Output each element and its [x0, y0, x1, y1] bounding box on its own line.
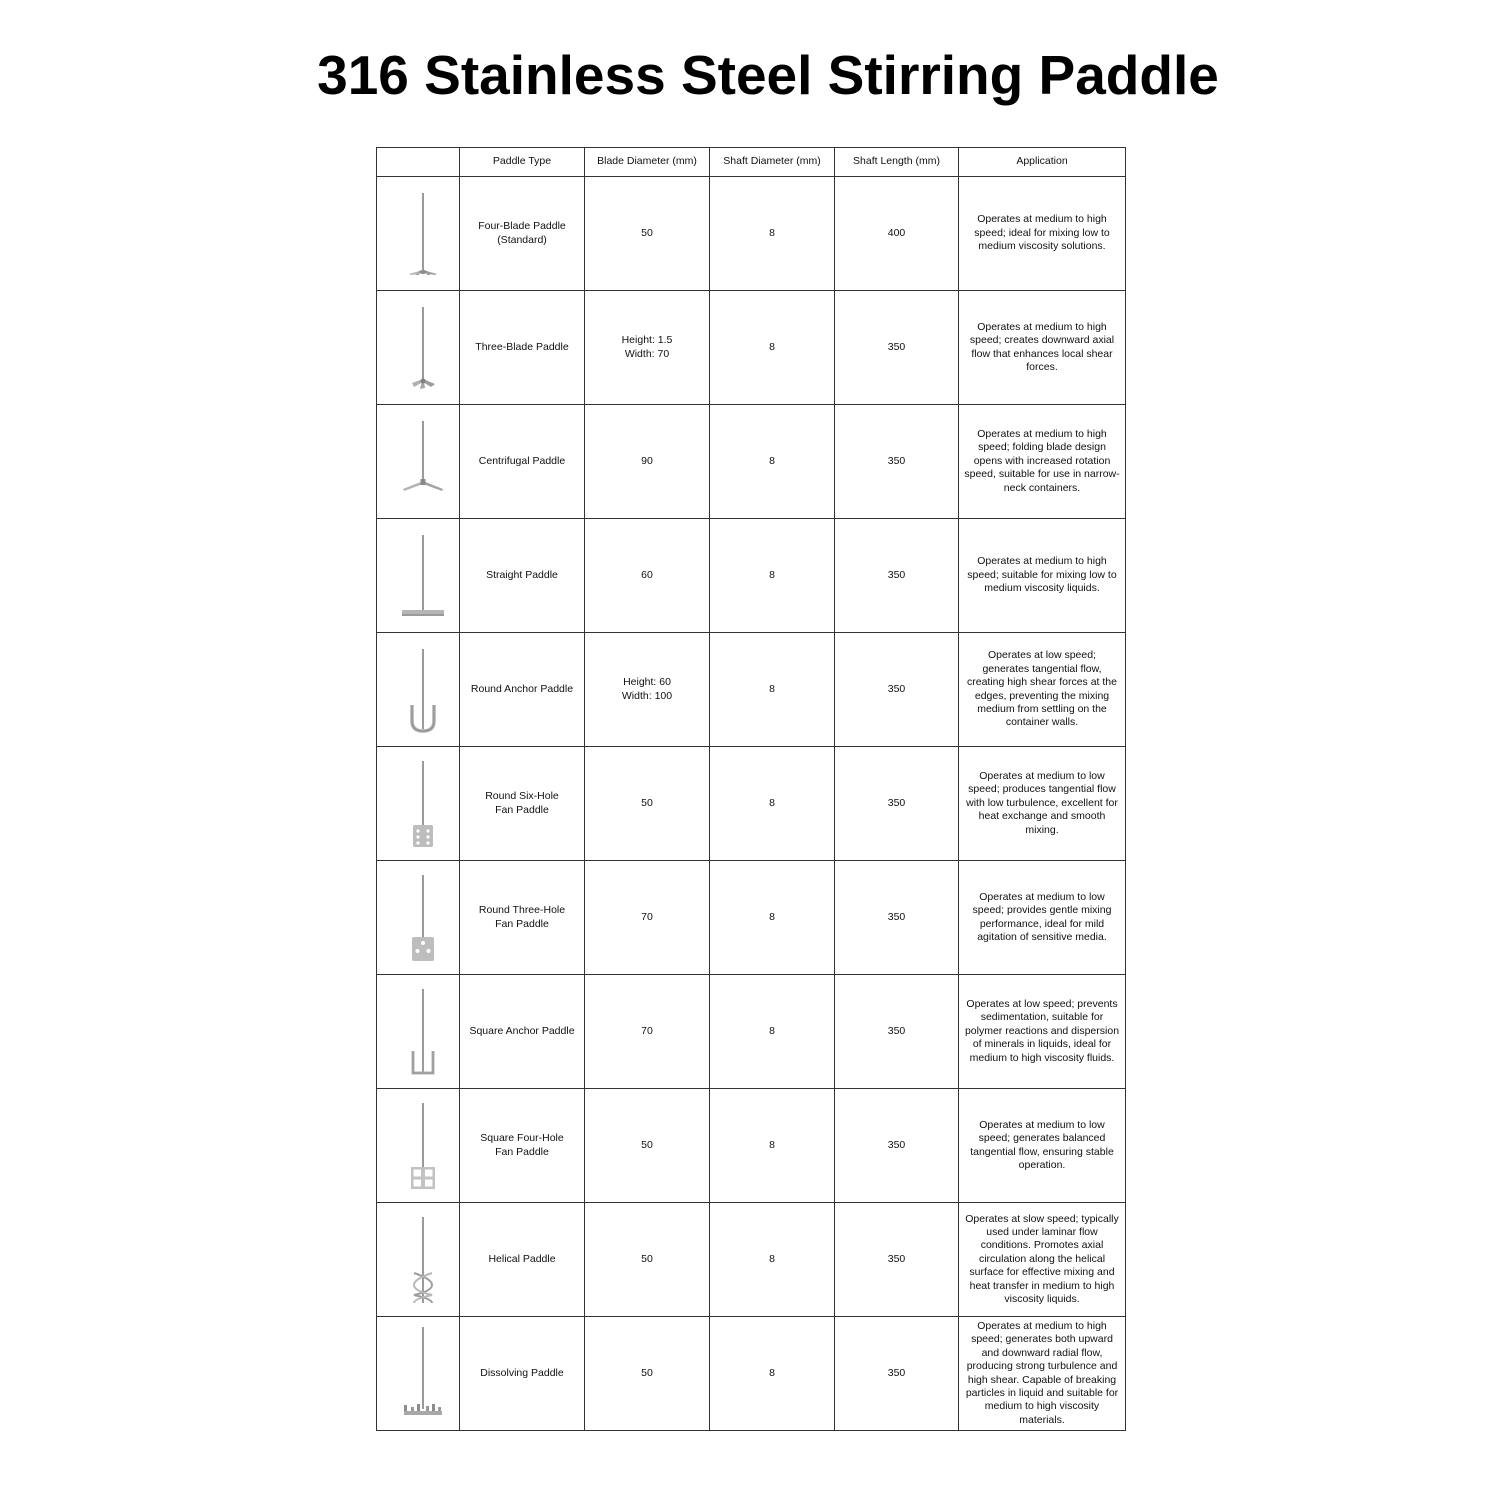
- paddle-image-cell: [377, 1203, 460, 1317]
- square-four-hole-fan-paddle-icon: [382, 1089, 464, 1202]
- paddle-image-cell: [377, 291, 460, 405]
- application: Operates at medium to high speed; folding blade design opens with increased rotation speed, suitable for use in narrow-neck containers.: [959, 405, 1126, 519]
- paddle-image-cell: [377, 975, 460, 1089]
- application: Operates at medium to low speed; provides gentle mixing performance, ideal for mild agitation of sensitive media.: [959, 861, 1126, 975]
- paddle-type: Straight Paddle: [460, 519, 585, 633]
- paddle-type: Round Three-Hole Fan Paddle: [460, 861, 585, 975]
- blade-diameter: Height: 1.5 Width: 70: [585, 291, 710, 405]
- header-shaft-length: Shaft Length (mm): [835, 148, 959, 177]
- application: Operates at low speed; generates tangential flow, creating high shear forces at the edges, preventing the mixing medium from settling on the container walls.: [959, 633, 1126, 747]
- table-header-row: [377, 148, 1126, 177]
- shaft-length: 350: [835, 633, 959, 747]
- shaft-diameter: 8: [710, 291, 835, 405]
- three-blade-paddle-icon: [382, 291, 464, 404]
- shaft-diameter: 8: [710, 975, 835, 1089]
- straight-paddle-icon: [382, 519, 464, 632]
- blade-diameter: 50: [585, 1089, 710, 1203]
- paddle-type: Dissolving Paddle: [460, 1317, 585, 1431]
- paddle-image-cell: [377, 747, 460, 861]
- shaft-diameter: 8: [710, 519, 835, 633]
- header-image: [377, 148, 460, 177]
- shaft-length: 350: [835, 519, 959, 633]
- paddle-type: Square Anchor Paddle: [460, 975, 585, 1089]
- application: Operates at medium to low speed; produces tangential flow with low turbulence, excellent for heat exchange and smooth mixing.: [959, 747, 1126, 861]
- blade-diameter: 50: [585, 177, 710, 291]
- table-row: [377, 861, 1126, 975]
- shaft-length: 350: [835, 747, 959, 861]
- round-six-hole-fan-paddle-icon: [382, 747, 464, 860]
- helical-paddle-icon: [382, 1203, 464, 1316]
- paddle-image-cell: [377, 1317, 460, 1431]
- table-row: [377, 1317, 1126, 1431]
- spec-table: [376, 147, 1126, 1431]
- paddle-type: Three-Blade Paddle: [460, 291, 585, 405]
- shaft-diameter: 8: [710, 1089, 835, 1203]
- shaft-length: 350: [835, 861, 959, 975]
- table-row: [377, 519, 1126, 633]
- table-row: [377, 975, 1126, 1089]
- shaft-diameter: 8: [710, 1317, 835, 1431]
- header-paddle-type: Paddle Type: [460, 148, 585, 177]
- paddle-type: Four-Blade Paddle (Standard): [460, 177, 585, 291]
- shaft-diameter: 8: [710, 747, 835, 861]
- application: Operates at medium to low speed; generates balanced tangential flow, ensuring stable operation.: [959, 1089, 1126, 1203]
- blade-diameter: 90: [585, 405, 710, 519]
- paddle-image-cell: [377, 405, 460, 519]
- dissolving-paddle-icon: [382, 1317, 464, 1430]
- shaft-length: 350: [835, 1089, 959, 1203]
- blade-diameter: 50: [585, 747, 710, 861]
- header-blade-diameter: Blade Diameter (mm): [585, 148, 710, 177]
- table-row: [377, 633, 1126, 747]
- blade-diameter: 50: [585, 1317, 710, 1431]
- table-row: [377, 1203, 1126, 1317]
- application: Operates at medium to high speed; generates both upward and downward radial flow, producing strong turbulence and high shear. Capable of breaking particles in liquid and suitable for medium to high viscosity materials.: [959, 1317, 1126, 1431]
- shaft-diameter: 8: [710, 861, 835, 975]
- shaft-length: 400: [835, 177, 959, 291]
- application: Operates at slow speed; typically used under laminar flow conditions. Promotes axial circulation along the helical surface for effective mixing and heat transfer in medium to high viscosity liquids.: [959, 1203, 1126, 1317]
- blade-diameter: 60: [585, 519, 710, 633]
- shaft-length: 350: [835, 291, 959, 405]
- application: Operates at medium to high speed; suitable for mixing low to medium viscosity liquids.: [959, 519, 1126, 633]
- paddle-image-cell: [377, 861, 460, 975]
- shaft-length: 350: [835, 405, 959, 519]
- paddle-image-cell: [377, 633, 460, 747]
- square-anchor-paddle-icon: [382, 975, 464, 1088]
- shaft-length: 350: [835, 1317, 959, 1431]
- shaft-diameter: 8: [710, 1203, 835, 1317]
- shaft-diameter: 8: [710, 177, 835, 291]
- header-shaft-diameter: Shaft Diameter (mm): [710, 148, 835, 177]
- blade-diameter: 50: [585, 1203, 710, 1317]
- round-three-hole-fan-paddle-icon: [382, 861, 464, 974]
- paddle-image-cell: [377, 519, 460, 633]
- paddle-type: Centrifugal Paddle: [460, 405, 585, 519]
- application: Operates at medium to high speed; ideal for mixing low to medium viscosity solutions.: [959, 177, 1126, 291]
- blade-diameter: Height: 60 Width: 100: [585, 633, 710, 747]
- page-title: 316 Stainless Steel Stirring Paddle: [317, 44, 1219, 106]
- shaft-length: 350: [835, 1203, 959, 1317]
- paddle-type: Round Anchor Paddle: [460, 633, 585, 747]
- paddle-type: Square Four-Hole Fan Paddle: [460, 1089, 585, 1203]
- shaft-length: 350: [835, 975, 959, 1089]
- round-anchor-paddle-icon: [382, 633, 464, 746]
- table-row: [377, 1089, 1126, 1203]
- centrifugal-paddle-icon: [382, 405, 464, 518]
- table-row: [377, 747, 1126, 861]
- application: Operates at low speed; prevents sedimentation, suitable for polymer reactions and dispersion of minerals in liquids, ideal for medium to high viscosity fluids.: [959, 975, 1126, 1089]
- application: Operates at medium to high speed; creates downward axial flow that enhances local shear forces.: [959, 291, 1126, 405]
- header-application: Application: [959, 148, 1126, 177]
- shaft-diameter: 8: [710, 405, 835, 519]
- paddle-image-cell: [377, 1089, 460, 1203]
- table-row: [377, 291, 1126, 405]
- blade-diameter: 70: [585, 861, 710, 975]
- four-blade-paddle-icon: [382, 177, 464, 290]
- table-row: [377, 177, 1126, 291]
- blade-diameter: 70: [585, 975, 710, 1089]
- paddle-type: Round Six-Hole Fan Paddle: [460, 747, 585, 861]
- paddle-image-cell: [377, 177, 460, 291]
- table-row: [377, 405, 1126, 519]
- shaft-diameter: 8: [710, 633, 835, 747]
- paddle-type: Helical Paddle: [460, 1203, 585, 1317]
